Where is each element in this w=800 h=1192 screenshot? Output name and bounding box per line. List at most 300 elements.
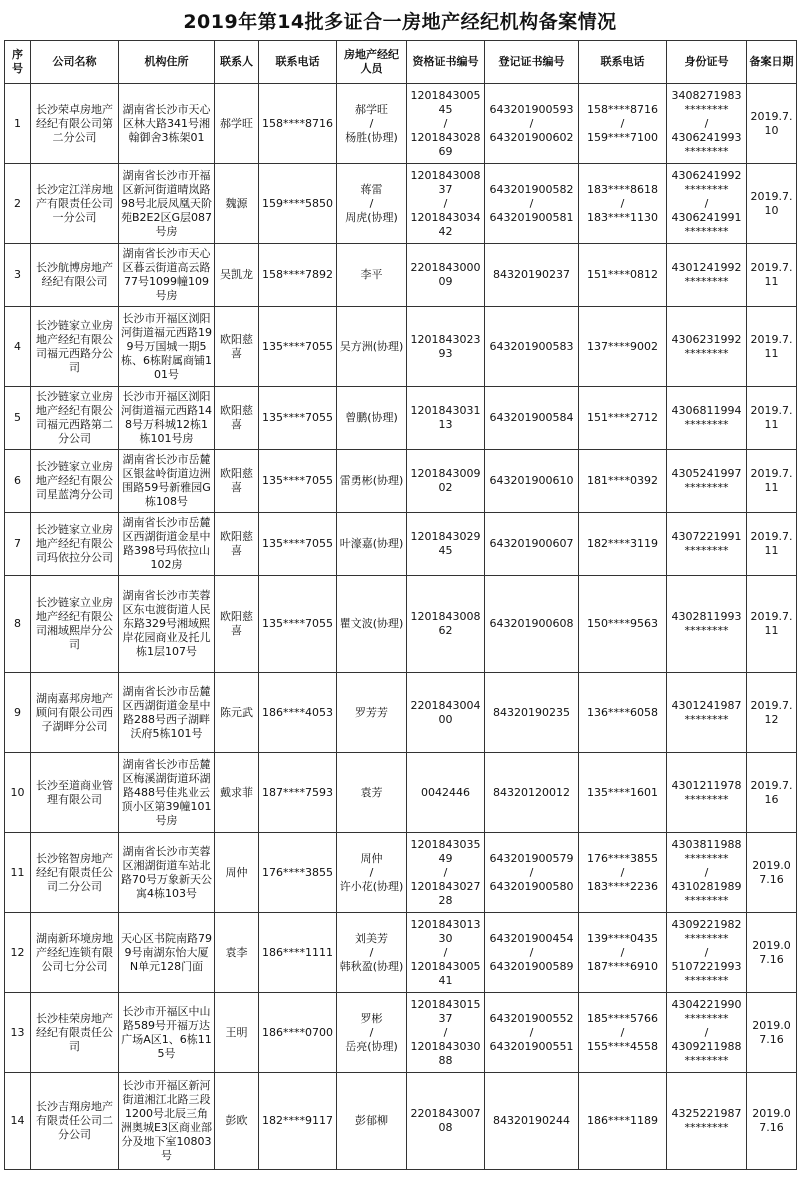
cell-registration-line: 643201900579 [489,851,574,865]
cell-agent-phone-line: 135****1601 [587,785,658,799]
cell-qualification-line: / [443,116,448,130]
cell-id-number [667,387,747,450]
cell-agents [337,513,407,576]
cell-agents [337,673,407,753]
table-row [5,387,797,450]
cell-qualification-line: 120184302945 [410,530,481,557]
cell-id-number-line: 4306241993 [671,130,742,144]
cell-agent-phone-line: / [620,116,625,130]
cell-id-number-line: 4305241997 [671,467,742,480]
cell-id-number-line: 4307221991 [671,530,742,543]
cell-address: 长沙市开福区浏阳河街道福元西路148号万科城12栋1栋101号房 [119,387,215,450]
cell-agent-phone [579,833,667,913]
cell-company: 长沙荣卓房地产经纪有限公司第二分公司 [31,84,119,164]
cell-agent-phone-line: 139****0435 [587,931,658,945]
cell-agent-phone-line: / [620,945,625,959]
cell-registration [485,164,579,244]
cell-id-number [667,244,747,307]
cell-qualification-line: 120184301330 [410,917,481,945]
cell-company: 长沙链家立业房地产经纪有限公司玛依拉分公司 [31,513,119,576]
cell-qualification-line: 120184303113 [410,404,481,431]
header-cell-date: 备案日期 [747,41,797,84]
cell-company: 长沙链家立业房地产经纪有限公司福元西路分公司 [31,307,119,387]
cell-id-number-line: 5107221993 [671,959,742,973]
cell-agent-phone-line: 183****8618 [587,182,658,196]
cell-id-number-line: 4302811993 [671,610,742,623]
cell-qualification [407,993,485,1073]
cell-phone: 176****3855 [259,833,337,913]
cell-agent-phone-line: 136****6058 [587,705,658,719]
cell-agent-phone-line: 158****8716 [587,102,658,116]
cell-id-number-line: ******** [684,973,729,987]
cell-id-number [667,307,747,387]
cell-agents [337,753,407,833]
cell-qualification [407,513,485,576]
cell-qualification [407,833,485,913]
cell-no: 5 [5,387,31,450]
cell-agent-phone [579,84,667,164]
cell-id-number-line: / [704,865,709,879]
cell-qualification [407,1073,485,1170]
cell-qualification-line: 120184302728 [410,879,481,907]
cell-company: 长沙链家立业房地产经纪有限公司湘域熙岸分公司 [31,576,119,673]
cell-address: 湖南省长沙市天心区暮云街道高云路77号1099幢109号房 [119,244,215,307]
cell-date: 2019.7.12 [747,673,797,753]
cell-id-number-line: 4304221990 [671,997,742,1011]
cell-company: 湖南嘉邦房地产顾问有限公司西子湖畔分公司 [31,673,119,753]
cell-registration-line: / [529,945,534,959]
cell-address: 湖南省长沙市岳麓区西湖街道金星中路398号玛依拉山102房 [119,513,215,576]
cell-qualification-line: 120184300545 [410,88,481,116]
cell-agents-line: 罗芳芳 [355,705,388,719]
cell-agents [337,164,407,244]
cell-id-number-line: ******** [684,851,729,865]
cell-contact: 周仲 [215,833,259,913]
cell-agent-phone-line: 159****7100 [587,130,658,144]
cell-address: 湖南省长沙市岳麓区西湖街道金星中路288号西子湖畔沃府5栋101号 [119,673,215,753]
cell-registration-line: 643201900583 [489,339,574,353]
cell-no: 2 [5,164,31,244]
cell-no: 10 [5,753,31,833]
cell-date: 2019.7.11 [747,513,797,576]
cell-agent-phone [579,753,667,833]
header-cell-no: 序号 [5,41,31,84]
cell-agents [337,307,407,387]
cell-no: 6 [5,450,31,513]
cell-registration-line: 643201900589 [489,959,574,973]
cell-registration-line: / [529,116,534,130]
cell-qualification [407,164,485,244]
cell-qualification [407,84,485,164]
cell-phone: 135****7055 [259,513,337,576]
cell-date: 2019.7.11 [747,387,797,450]
cell-registration-line: 643201900454 [489,931,574,945]
cell-agents [337,1073,407,1170]
cell-agents-line: 周虎(协理) [345,210,398,224]
cell-address: 长沙市开福区浏阳河街道福元西路199号万国城一期5栋、6栋附属商铺101号 [119,307,215,387]
cell-agents-line: 郝学旺 [355,102,388,116]
cell-agents-line: 叶濠嘉(协理) [339,537,404,550]
cell-no: 9 [5,673,31,753]
cell-agents-line: 周仲 [360,851,383,865]
cell-address: 湖南省长沙市芙蓉区湘湖街道车站北路70号万象新天公寓4栋103号 [119,833,215,913]
cell-qualification-line: 120184301537 [410,997,481,1025]
cell-qualification [407,387,485,450]
header-cell-contact: 联系人 [215,41,259,84]
cell-id-number-line: / [704,1025,709,1039]
cell-date: 2019.07.16 [747,993,797,1073]
table-body [5,84,797,1170]
cell-registration [485,833,579,913]
cell-id-number-line: 4306241991 [671,210,742,224]
document-title: 2019年第14批多证合一房地产经纪机构备案情况 [183,11,617,33]
cell-no: 3 [5,244,31,307]
cell-id-number [667,84,747,164]
cell-date: 2019.07.16 [747,1073,797,1170]
cell-agents [337,387,407,450]
cell-agents [337,450,407,513]
table-row [5,576,797,673]
cell-id-number-line: ******** [684,893,729,907]
cell-registration-line: 84320190235 [493,705,570,719]
cell-registration-line: 84320120012 [493,785,570,799]
cell-registration-line: 84320190237 [493,268,570,281]
cell-id-number-line: ******** [684,346,729,360]
cell-no: 13 [5,993,31,1073]
cell-agent-phone [579,513,667,576]
cell-date: 2019.7.10 [747,164,797,244]
cell-id-number-line: 4301211978 [671,778,742,792]
cell-contact: 欧阳慈喜 [215,387,259,450]
table-row [5,993,797,1073]
cell-agents-line: 雷勇彬(协理) [339,474,404,487]
cell-registration [485,244,579,307]
cell-id-number-line: ******** [684,481,729,494]
cell-qualification [407,576,485,673]
cell-id-number-line: / [704,196,709,210]
cell-id-number-line: ******** [684,1053,729,1067]
cell-agent-phone-line: 186****1189 [587,1114,658,1127]
cell-agents-line: 罗彬 [360,1011,383,1025]
cell-contact: 欧阳慈喜 [215,576,259,673]
cell-agent-phone-line: / [620,1025,625,1039]
cell-id-number-line: 4301241987 [671,698,742,712]
cell-phone: 135****7055 [259,576,337,673]
filing-table [4,40,797,1170]
cell-date: 2019.07.16 [747,913,797,993]
cell-id-number [667,576,747,673]
cell-id-number-line: 4309221982 [671,917,742,931]
cell-registration [485,513,579,576]
cell-id-number-line: ******** [684,1121,729,1134]
table-row [5,244,797,307]
cell-contact: 欧阳慈喜 [215,450,259,513]
cell-agent-phone [579,387,667,450]
cell-company: 湖南新环境房地产经纪连锁有限公司七分公司 [31,913,119,993]
cell-registration [485,576,579,673]
cell-id-number-line: ******** [684,624,729,637]
cell-contact: 魏源 [215,164,259,244]
cell-agent-phone [579,164,667,244]
cell-phone: 182****9117 [259,1073,337,1170]
cell-registration [485,450,579,513]
cell-id-number-line: 4306231992 [671,332,742,346]
header-row [5,41,797,84]
cell-id-number-line: ******** [684,102,729,116]
cell-contact: 袁李 [215,913,259,993]
cell-registration-line: 643201900582 [489,182,574,196]
cell-registration-line: 643201900584 [489,411,574,424]
cell-registration-line: 643201900593 [489,102,574,116]
cell-phone: 186****4053 [259,673,337,753]
cell-qualification-line: / [443,196,448,210]
cell-qualification-line: 120184303088 [410,1039,481,1067]
cell-registration [485,913,579,993]
table-row [5,450,797,513]
cell-qualification-line: 0042446 [421,785,470,799]
table-row [5,833,797,913]
cell-id-number-line: 4306811994 [671,404,742,417]
cell-qualification [407,307,485,387]
cell-id-number-line: 4301241992 [671,261,742,274]
cell-qualification-line: / [443,865,448,879]
cell-address: 长沙市开福区新河街道湘江北路三段1200号北辰三角洲奥城E3区商业部分及地下室10803号 [119,1073,215,1170]
header-cell-company: 公司名称 [31,41,119,84]
cell-phone: 186****1111 [259,913,337,993]
cell-phone: 135****7055 [259,450,337,513]
cell-agent-phone [579,673,667,753]
cell-phone: 158****8716 [259,84,337,164]
cell-contact: 王明 [215,993,259,1073]
cell-agent-phone-line: 151****2712 [587,411,658,424]
cell-id-number [667,673,747,753]
table-row [5,513,797,576]
cell-agents-line: 曾鹏(协理) [345,411,398,424]
cell-qualification [407,913,485,993]
cell-agents-line: 李平 [360,268,383,281]
cell-qualification-line: / [443,1025,448,1039]
cell-phone: 187****7593 [259,753,337,833]
cell-qualification-line: 220184300009 [410,261,481,288]
cell-id-number-line: ******** [684,275,729,288]
cell-qualification-line: 120184300902 [410,467,481,494]
cell-agents-line: / [369,116,374,130]
cell-agent-phone-line: 137****9002 [587,339,658,353]
cell-id-number [667,450,747,513]
cell-contact: 郝学旺 [215,84,259,164]
cell-company: 长沙至道商业管理有限公司 [31,753,119,833]
cell-qualification-line: 120184300541 [410,959,481,987]
cell-phone: 135****7055 [259,387,337,450]
cell-id-number-line: / [704,945,709,959]
cell-company: 长沙吉翔房地产有限责任公司二分公司 [31,1073,119,1170]
cell-address: 湖南省长沙市岳麓区梅溪湖街道环湖路488号佳兆业云顶小区第39幢101号房 [119,753,215,833]
cell-no: 7 [5,513,31,576]
cell-qualification-line: 120184302393 [410,332,481,360]
cell-id-number-line: ******** [684,792,729,806]
cell-id-number-line: ******** [684,182,729,196]
cell-id-number-line: ******** [684,144,729,158]
cell-agents-line: 蒋雷 [360,182,383,196]
cell-qualification-line: 120184302869 [410,130,481,158]
cell-agent-phone-line: 150****9563 [587,617,658,630]
cell-phone: 135****7055 [259,307,337,387]
cell-contact: 戴求菲 [215,753,259,833]
cell-agents [337,913,407,993]
cell-qualification [407,673,485,753]
cell-qualification-line: 220184300400 [410,698,481,726]
cell-agent-phone [579,1073,667,1170]
cell-address: 湖南省长沙市岳麓区银盆岭街道边洲围路59号新雅园G栋108号 [119,450,215,513]
cell-no: 12 [5,913,31,993]
header-cell-phone: 联系电话 [259,41,337,84]
cell-agents-line: 瞿文波(协理) [339,617,404,630]
cell-qualification [407,450,485,513]
cell-agents-line: 吴方洲(协理) [339,339,404,353]
cell-agent-phone-line: / [620,196,625,210]
cell-date: 2019.7.11 [747,244,797,307]
cell-agents-line: 彭郁柳 [355,1114,388,1127]
cell-agent-phone-line: 183****2236 [587,879,658,893]
cell-id-number-line: 4303811988 [671,837,742,851]
cell-registration [485,387,579,450]
table-row [5,673,797,753]
cell-agents [337,833,407,913]
cell-no: 14 [5,1073,31,1170]
cell-date: 2019.7.16 [747,753,797,833]
cell-agent-phone [579,576,667,673]
cell-registration-line: / [529,196,534,210]
cell-qualification-line: 120184300837 [410,168,481,196]
cell-phone: 186****0700 [259,993,337,1073]
cell-agent-phone-line: 185****5766 [587,1011,658,1025]
cell-contact: 欧阳慈喜 [215,307,259,387]
cell-agents-line: / [369,196,374,210]
cell-agent-phone [579,244,667,307]
cell-agent-phone [579,307,667,387]
cell-id-number [667,913,747,993]
cell-agents-line: / [369,1025,374,1039]
cell-id-number-line: / [704,116,709,130]
cell-agents [337,84,407,164]
cell-id-number-line: ******** [684,931,729,945]
cell-address: 湖南省长沙市开福区新河街道晴岚路98号北辰凤凰天阶苑B2E2区G层087号房 [119,164,215,244]
cell-agent-phone-line: 187****6910 [587,959,658,973]
cell-company: 长沙铭智房地产经纪有限责任公司二分公司 [31,833,119,913]
cell-qualification [407,753,485,833]
cell-agent-phone [579,450,667,513]
cell-contact: 彭欧 [215,1073,259,1170]
cell-contact: 吴凯龙 [215,244,259,307]
cell-id-number-line: 4310281989 [671,879,742,893]
cell-date: 2019.07.16 [747,833,797,913]
cell-registration-line: 643201900608 [489,617,574,630]
cell-registration-line: / [529,1025,534,1039]
cell-id-number-line: 4325221987 [671,1107,742,1120]
cell-contact: 陈元武 [215,673,259,753]
cell-registration-line: 643201900552 [489,1011,574,1025]
cell-id-number [667,164,747,244]
cell-agents-line: 韩秋盈(协理) [339,959,404,973]
cell-agents-line: / [369,945,374,959]
header-cell-agent-phone: 联系电话 [579,41,667,84]
cell-agents [337,244,407,307]
cell-id-number [667,513,747,576]
cell-registration-line: / [529,865,534,879]
cell-id-number-line: 4306241992 [671,168,742,182]
cell-agents-line: 杨胜(协理) [345,130,398,144]
cell-agents-line: 袁芳 [360,785,383,799]
cell-registration [485,307,579,387]
cell-id-number-line: ******** [684,712,729,726]
cell-no: 4 [5,307,31,387]
cell-company: 长沙链家立业房地产经纪有限公司福元西路第二分公司 [31,387,119,450]
header-cell-agents: 房地产经纪人员 [337,41,407,84]
cell-date: 2019.7.11 [747,450,797,513]
cell-qualification-line: 120184300862 [410,610,481,637]
table-row [5,1073,797,1170]
cell-company: 长沙航博房地产经纪有限公司 [31,244,119,307]
cell-date: 2019.7.10 [747,84,797,164]
cell-registration-line: 84320190244 [493,1114,570,1127]
cell-agent-phone-line: 151****0812 [587,268,658,281]
cell-agent-phone-line: 182****3119 [587,537,658,550]
cell-agent-phone-line: 176****3855 [587,851,658,865]
cell-qualification-line: / [443,945,448,959]
cell-id-number [667,833,747,913]
cell-agent-phone [579,913,667,993]
cell-agent-phone [579,993,667,1073]
cell-company: 长沙定江洋房地产有限责任公司一分公司 [31,164,119,244]
cell-id-number [667,753,747,833]
table-row [5,84,797,164]
table-row [5,913,797,993]
cell-agents-line: / [369,865,374,879]
cell-registration [485,673,579,753]
cell-id-number-line: ******** [684,544,729,557]
cell-address: 湖南省长沙市芙蓉区东屯渡街道人民东路329号湘域熙岸花园商业及托儿栋1层107号 [119,576,215,673]
cell-registration-line: 643201900602 [489,130,574,144]
cell-no: 11 [5,833,31,913]
cell-agent-phone-line: / [620,865,625,879]
cell-registration [485,1073,579,1170]
header-cell-qualification: 资格证书编号 [407,41,485,84]
cell-id-number-line: ******** [684,418,729,431]
cell-qualification-line: 120184303442 [410,210,481,238]
cell-agents [337,576,407,673]
cell-agent-phone-line: 181****0392 [587,474,658,487]
cell-agent-phone-line: 155****4558 [587,1039,658,1053]
cell-phone: 158****7892 [259,244,337,307]
cell-date: 2019.7.11 [747,307,797,387]
table-row [5,753,797,833]
header-cell-id-number: 身份证号 [667,41,747,84]
cell-address: 长沙市开福区中山路589号开福万达广场A区1、6栋115号 [119,993,215,1073]
cell-company: 长沙桂荣房地产经纪有限责任公司 [31,993,119,1073]
cell-registration-line: 643201900610 [489,474,574,487]
cell-agents-line: 刘美芳 [355,931,388,945]
cell-registration-line: 643201900580 [489,879,574,893]
cell-id-number-line: 4309211988 [671,1039,742,1053]
cell-qualification [407,244,485,307]
cell-id-number [667,1073,747,1170]
cell-agents-line: 许小花(协理) [339,879,404,893]
cell-registration [485,84,579,164]
header-cell-address: 机构住所 [119,41,215,84]
cell-no: 1 [5,84,31,164]
cell-qualification-line: 120184303549 [410,837,481,865]
cell-registration [485,993,579,1073]
